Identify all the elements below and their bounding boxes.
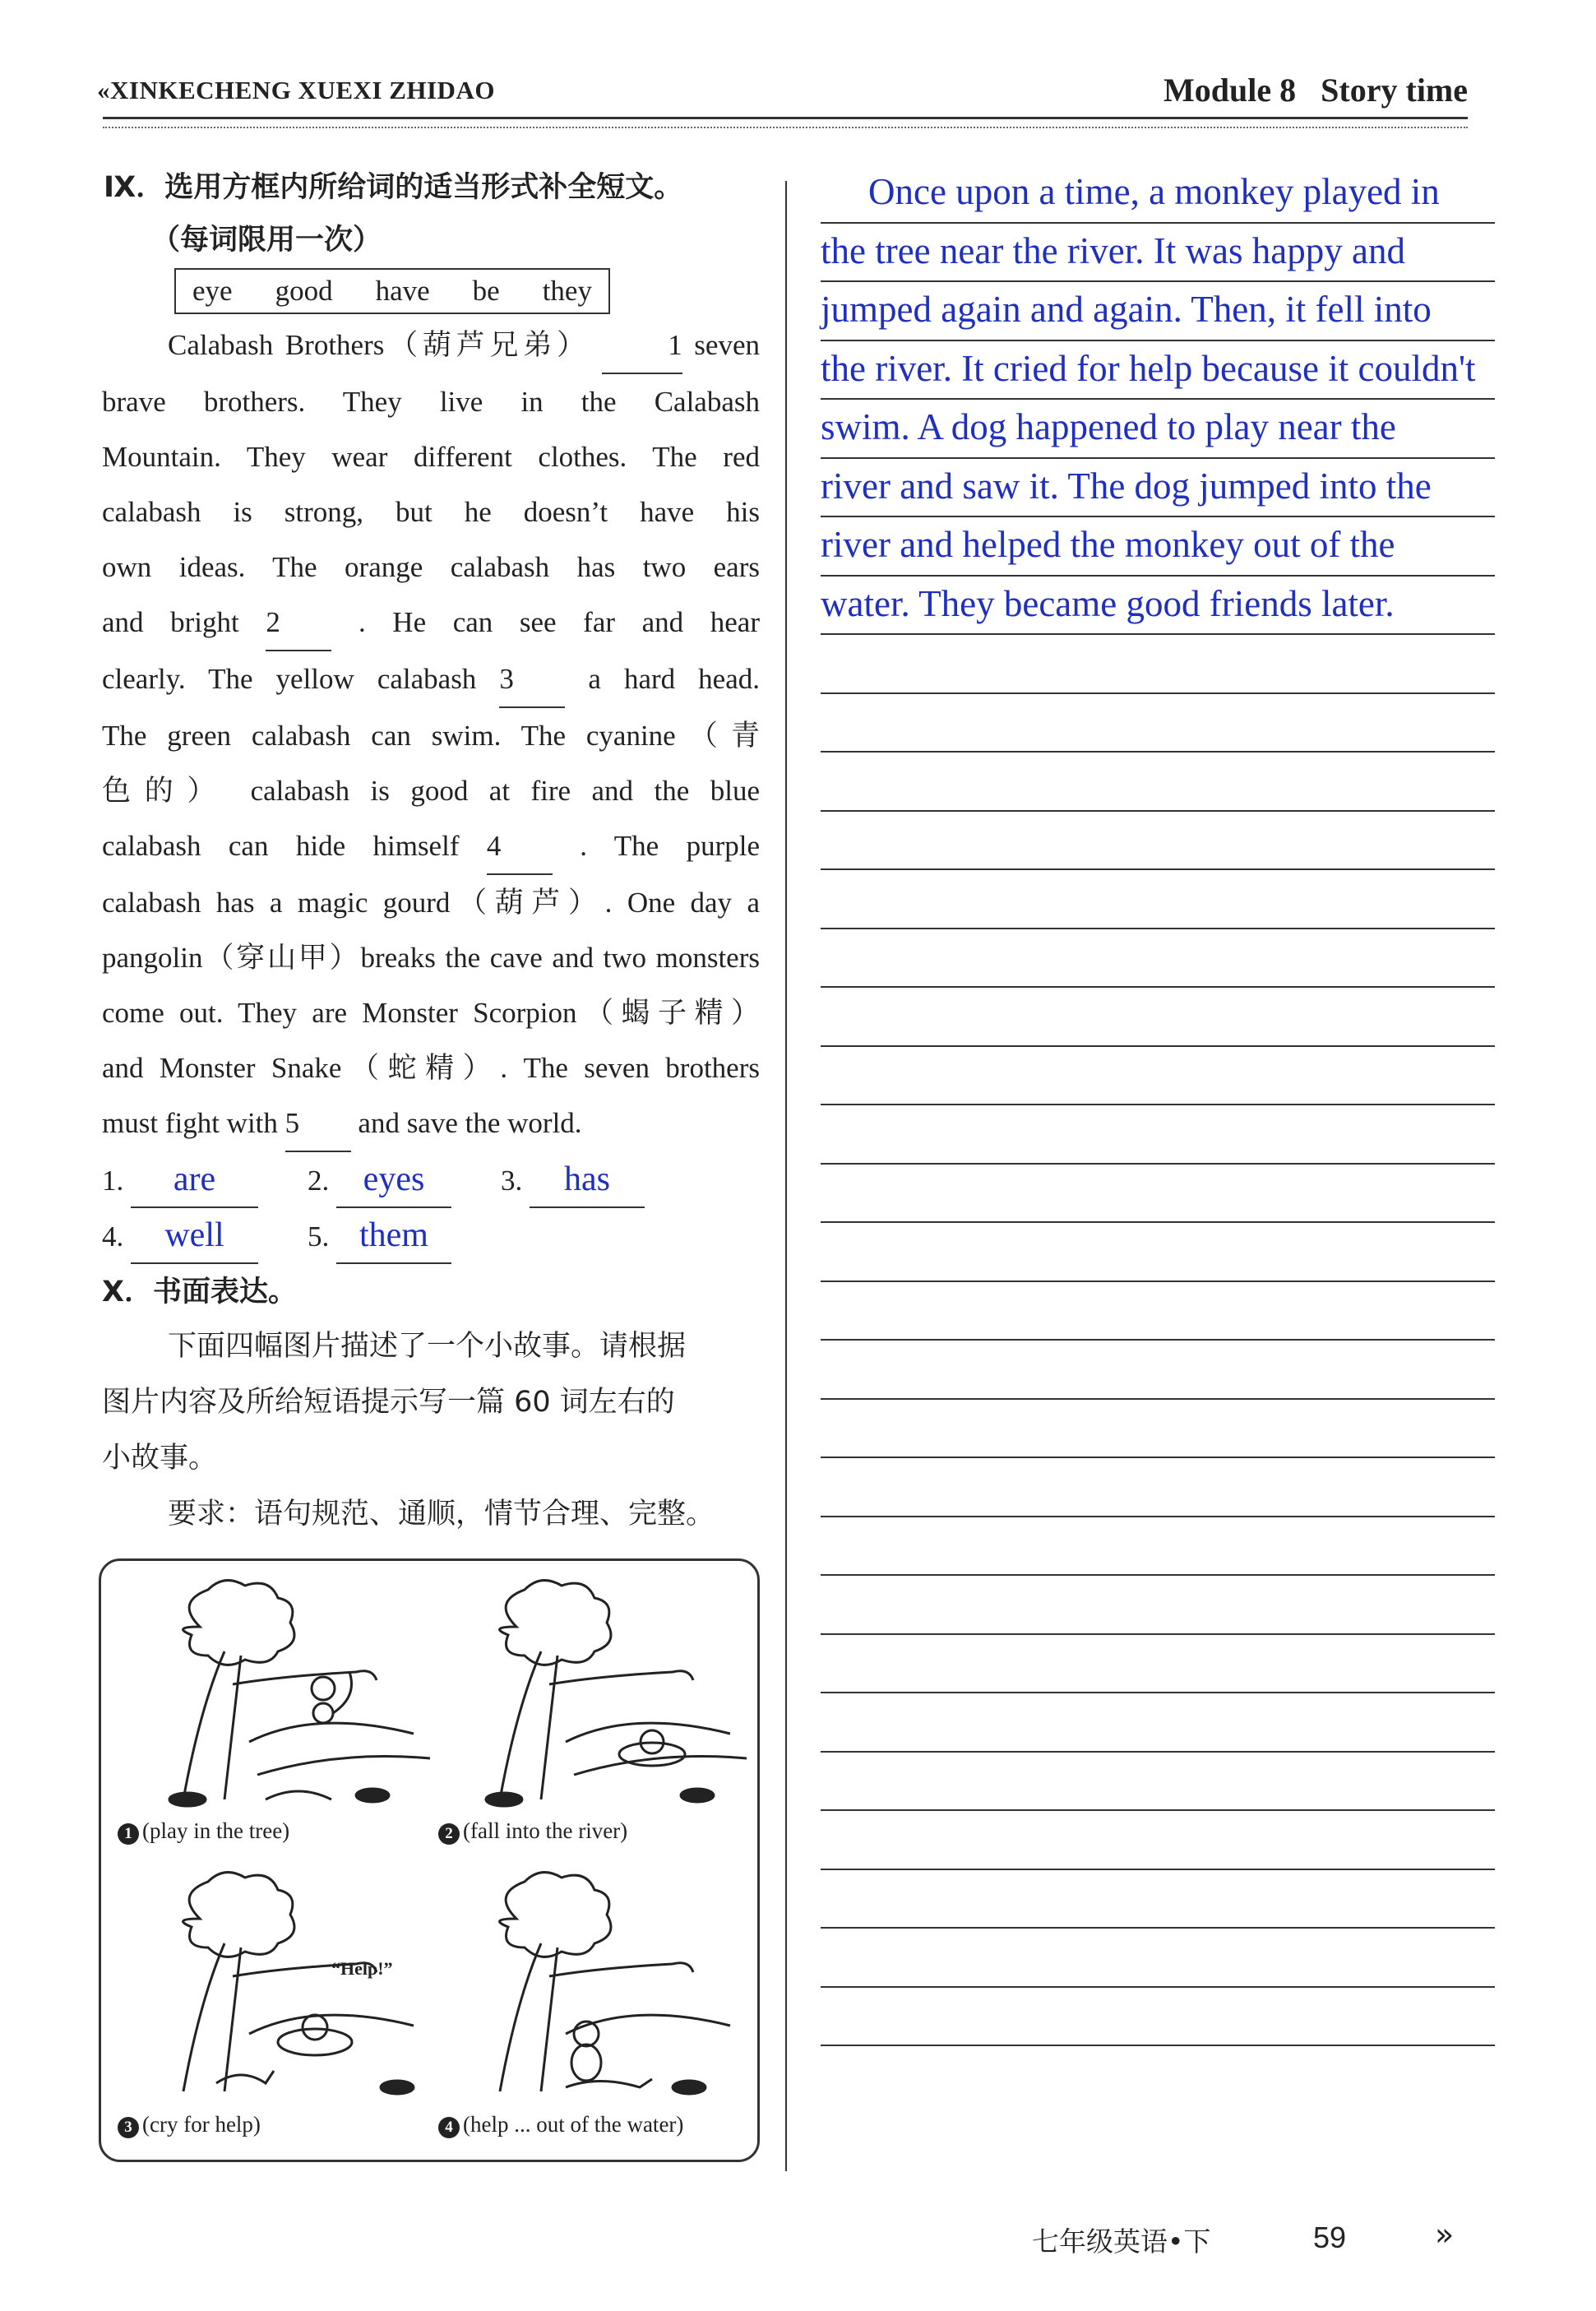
passage-line: Mountain. They wear different clothes. The red	[102, 441, 760, 473]
essay-line: jumped again and again. Then, it fell into	[821, 282, 1495, 341]
header-series-title: «XINKECHENG XUEXI ZHIDAO	[97, 76, 495, 104]
passage-text: . He can see far and hear	[331, 606, 760, 638]
panel-4-caption: 4 (help ... out of the water)	[438, 2112, 683, 2138]
passage-line: and Monster Snake（蛇精）. The seven brothers	[102, 1052, 760, 1084]
monkey-falls-into-river-image	[442, 1577, 755, 1824]
essay-line: swim. A dog happened to play near the	[821, 400, 1495, 459]
passage-text: and bright	[102, 606, 266, 638]
section-10-title: Ⅹ．书面表达。	[102, 1276, 297, 1308]
picture-frame	[99, 1558, 760, 2162]
page-number: 59	[1313, 2221, 1347, 2254]
essay-line	[821, 812, 1495, 871]
passage-text: . The purple	[552, 830, 760, 862]
help-speech-text: “Help!”	[331, 1958, 393, 1979]
monkey-in-tree-image	[126, 1577, 438, 1824]
unit-label: Story time	[1321, 72, 1468, 109]
answer-number: 2.	[308, 1165, 336, 1197]
section-9-title: Ⅸ．选用方框内所给词的适当形式补全短文。	[104, 171, 683, 204]
cloze-passage	[102, 317, 760, 1152]
essay-line	[821, 1929, 1495, 1988]
essay-line: the river. It cried for help because it couldn't	[821, 341, 1495, 401]
passage-line	[102, 317, 760, 374]
passage-text: and save the world.	[350, 1107, 582, 1139]
answer-number: 5.	[308, 1220, 336, 1253]
essay-line	[821, 988, 1495, 1047]
column-divider	[785, 181, 787, 2171]
essay-line	[821, 1517, 1495, 1577]
answer-value: them	[336, 1208, 451, 1264]
passage-line	[102, 818, 760, 875]
essay-writing-area	[821, 164, 1495, 2046]
essay-line	[821, 1870, 1495, 1929]
answer-value: eyes	[336, 1152, 451, 1208]
blank-number: 4	[487, 818, 553, 875]
panel-4-illustration	[442, 1869, 755, 2116]
passage-line	[102, 595, 760, 651]
answer-value: well	[131, 1208, 258, 1264]
essay-line	[821, 1693, 1495, 1753]
essay-line	[821, 1047, 1495, 1106]
passage-line: calabash is strong, but he doesn’t have his	[102, 496, 760, 528]
essay-line	[821, 635, 1495, 694]
header-dotted-rule	[103, 127, 1468, 128]
word-box-wrap	[174, 268, 760, 314]
passage-line: brave brothers. They live in the Calabash	[102, 386, 760, 418]
passage-line: The green calabash can swim. The cyanine（青	[102, 720, 760, 752]
passage-line	[102, 651, 760, 708]
footer-book-title: 七年级英语•下	[1032, 2225, 1211, 2258]
passage-text: a hard head.	[565, 663, 760, 695]
passage-line: pangolin（穿山甲）breaks the cave and two monsters	[102, 942, 760, 974]
essay-line: river and helped the monkey out of the	[821, 517, 1495, 577]
essay-line	[821, 1223, 1495, 1282]
essay-line: the tree near the river. It was happy and	[821, 224, 1495, 283]
blank-number: 2	[266, 595, 331, 651]
essay-line	[821, 1400, 1495, 1459]
essay-line	[821, 929, 1495, 989]
answer-row	[102, 1152, 760, 1208]
word-box-item: they	[542, 275, 592, 307]
answer-row	[102, 1208, 760, 1264]
blank-number: 1	[602, 317, 682, 374]
word-box-item: eye	[192, 275, 233, 307]
word-box-item: be	[472, 275, 500, 307]
essay-line	[821, 1458, 1495, 1517]
answer-value: has	[530, 1152, 645, 1208]
essay-line	[821, 1576, 1495, 1635]
section-10-instruction: 下面四幅图片描述了一个小故事。请根据 图片内容及所给短语提示写一篇 60 词左右的 小故事。 要求：语句规范、通顺，情节合理、完整。	[102, 1330, 715, 1531]
essay-line	[821, 694, 1495, 753]
module-label: Module 8	[1163, 72, 1297, 109]
word-box-item: have	[375, 275, 430, 307]
passage-line: come out. They are Monster Scorpion（蝎子精）	[102, 997, 760, 1029]
panel-1-caption: 1 (play in the tree)	[118, 1818, 289, 1845]
passage-text: must fight with	[102, 1107, 285, 1139]
essay-line	[821, 1988, 1495, 2047]
left-column	[102, 164, 760, 1542]
essay-line: water. They became good friends later.	[821, 577, 1495, 636]
blank-number: 5	[285, 1095, 351, 1152]
section-9-subtitle: （每词限用一次）	[151, 224, 382, 257]
essay-line	[821, 1341, 1495, 1400]
essay-line	[821, 1165, 1495, 1224]
essay-line	[821, 1105, 1495, 1165]
essay-line	[821, 1282, 1495, 1341]
answer-number: 1.	[102, 1165, 131, 1197]
passage-line: own ideas. The orange calabash has two ears	[102, 551, 760, 583]
panel-3-caption: 3 (cry for help)	[118, 2112, 261, 2138]
essay-line	[821, 1753, 1495, 1812]
panel-3-illustration	[126, 1869, 438, 2116]
essay-line: river and saw it. The dog jumped into the	[821, 459, 1495, 518]
passage-text: clearly. The yellow calabash	[102, 663, 500, 695]
essay-line	[821, 1811, 1495, 1870]
answer-number: 3.	[501, 1165, 530, 1197]
essay-line	[821, 870, 1495, 929]
double-chevron-left-icon: «	[97, 76, 110, 104]
header-module	[1163, 71, 1468, 109]
double-chevron-right-icon: »	[1435, 2216, 1455, 2253]
essay-line	[821, 753, 1495, 812]
panel-1-illustration	[126, 1577, 438, 1824]
monkey-cries-for-help-image	[126, 1869, 438, 2116]
blank-number: 3	[499, 651, 565, 708]
passage-text: seven	[682, 329, 760, 361]
answer-area	[102, 1152, 760, 1264]
panel-2-caption: 2 (fall into the river)	[438, 1818, 627, 1845]
answer-number: 4.	[102, 1220, 131, 1253]
answer-value: are	[131, 1152, 258, 1208]
dog-helps-monkey-image	[442, 1869, 755, 2116]
panel-2-illustration	[442, 1577, 755, 1824]
word-box	[174, 268, 610, 314]
passage-text: Calabash Brothers（葫芦兄弟）	[168, 329, 603, 361]
passage-line: calabash has a magic gourd（葫芦）. One day a	[102, 887, 760, 919]
header-rule	[103, 117, 1468, 119]
word-box-item: good	[275, 275, 333, 307]
essay-line: Once upon a time, a monkey played in	[821, 164, 1495, 224]
passage-line	[102, 1095, 760, 1152]
passage-text: calabash can hide himself	[102, 830, 487, 862]
passage-line: 色的） calabash is good at fire and the blue	[102, 775, 760, 807]
essay-line	[821, 1635, 1495, 1694]
